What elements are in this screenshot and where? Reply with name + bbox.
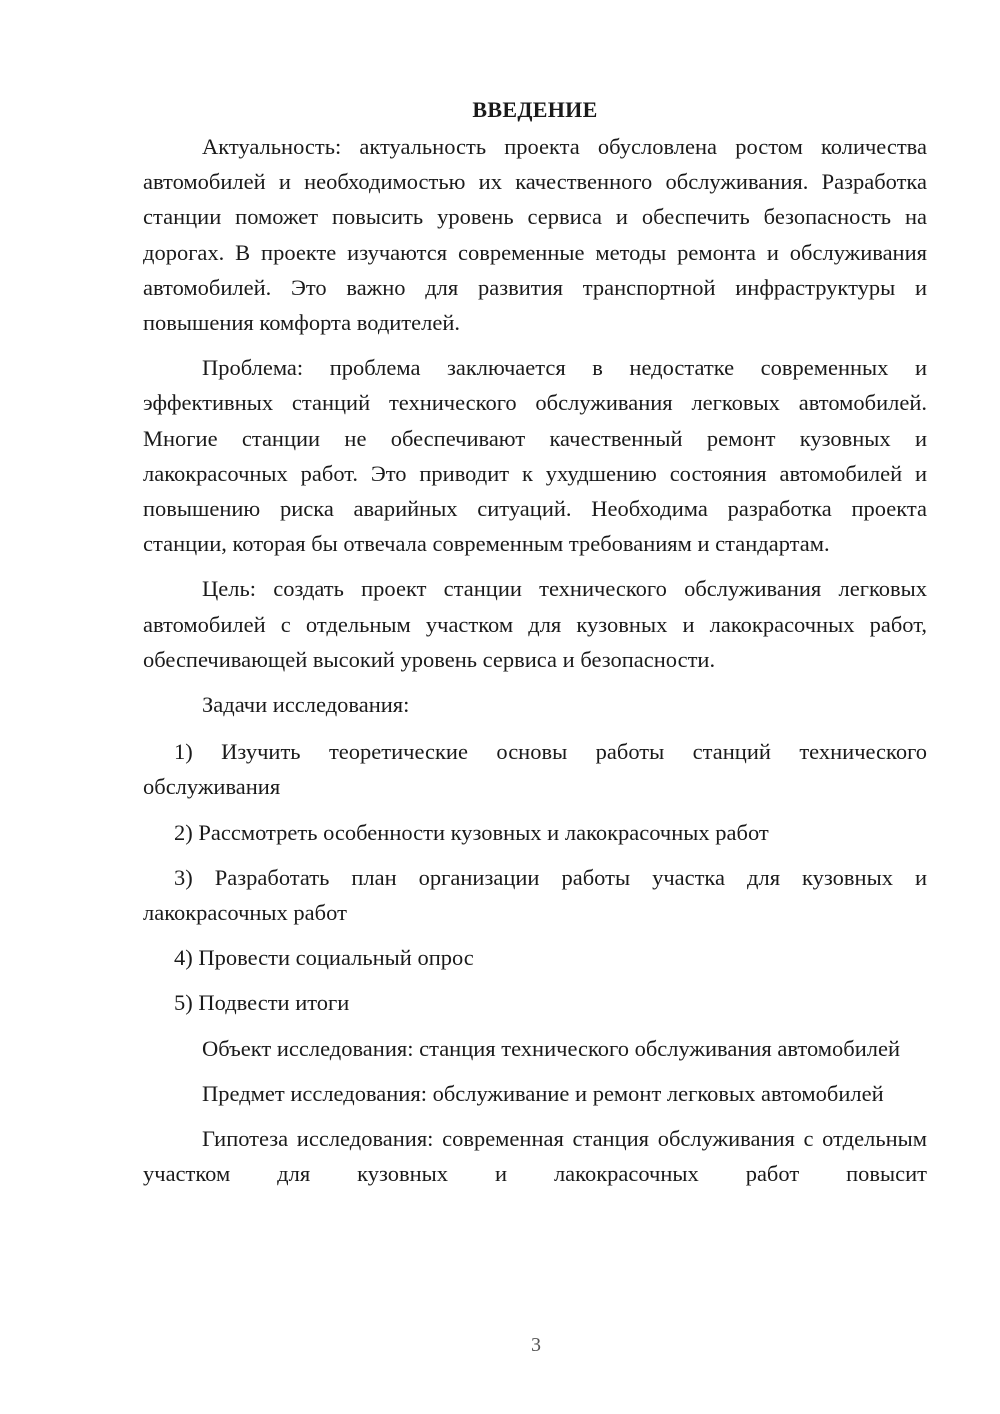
subject-paragraph: Предмет исследования: обслуживание и ремонт легковых автомобилей xyxy=(202,1080,884,1106)
relevance-paragraph: Актуальность: актуальность проекта обусловлена ростом количества автомобилей и необходимостью их качественного обслуживания. Разработка станции поможет повысить уровень сервиса и обеспечить безопасность на дорогах. В проекте изучаются современные методы ремонта и обслуживания автомобилей. Это важно для развития транспортной инфраструктуры и повышения комфорта водителей. xyxy=(143,134,927,336)
page-title: ВВЕДЕНИЕ xyxy=(472,97,598,122)
tasks-heading: Задачи исследования: xyxy=(202,692,410,718)
hypothesis-paragraph: Гипотеза исследования: современная станция обслуживания с отдельным участком для кузовных и лакокрасочных работ повысит xyxy=(143,1126,927,1187)
document-page xyxy=(143,92,927,1191)
task-item-4: 4) Провести социальный опрос xyxy=(174,945,474,971)
task-item-3: 3) Разработать план организации работы участка для кузовных и лакокрасочных работ xyxy=(143,864,927,926)
problem-paragraph: Проблема: проблема заключается в недостатке современных и эффективных станций технического обслуживания легковых автомобилей. Многие станции не обеспечивают качественный ремонт кузовных и лакокрасочных работ. Это приводит к ухудшению состояния автомобилей и повышению риска аварийных ситуаций. Необходима разработка проекта станции, которая бы отвечала современным требованиям и стандартам. xyxy=(143,355,927,557)
task-item-2: 2) Рассмотреть особенности кузовных и лакокрасочных работ xyxy=(174,819,769,845)
task-item-5: 5) Подвести итоги xyxy=(174,990,350,1016)
task-item-1: 1) Изучить теоретические основы работы станций технического обслуживания xyxy=(143,739,927,800)
object-paragraph: Объект исследования: станция технического обслуживания автомобилей xyxy=(202,1035,901,1061)
page-number: 3 xyxy=(531,1334,541,1356)
goal-paragraph: Цель: создать проект станции технического обслуживания легковых автомобилей с отдельным участком для кузовных и лакокрасочных работ, обеспечивающей высокий уровень сервиса и безопасности. xyxy=(143,576,927,672)
